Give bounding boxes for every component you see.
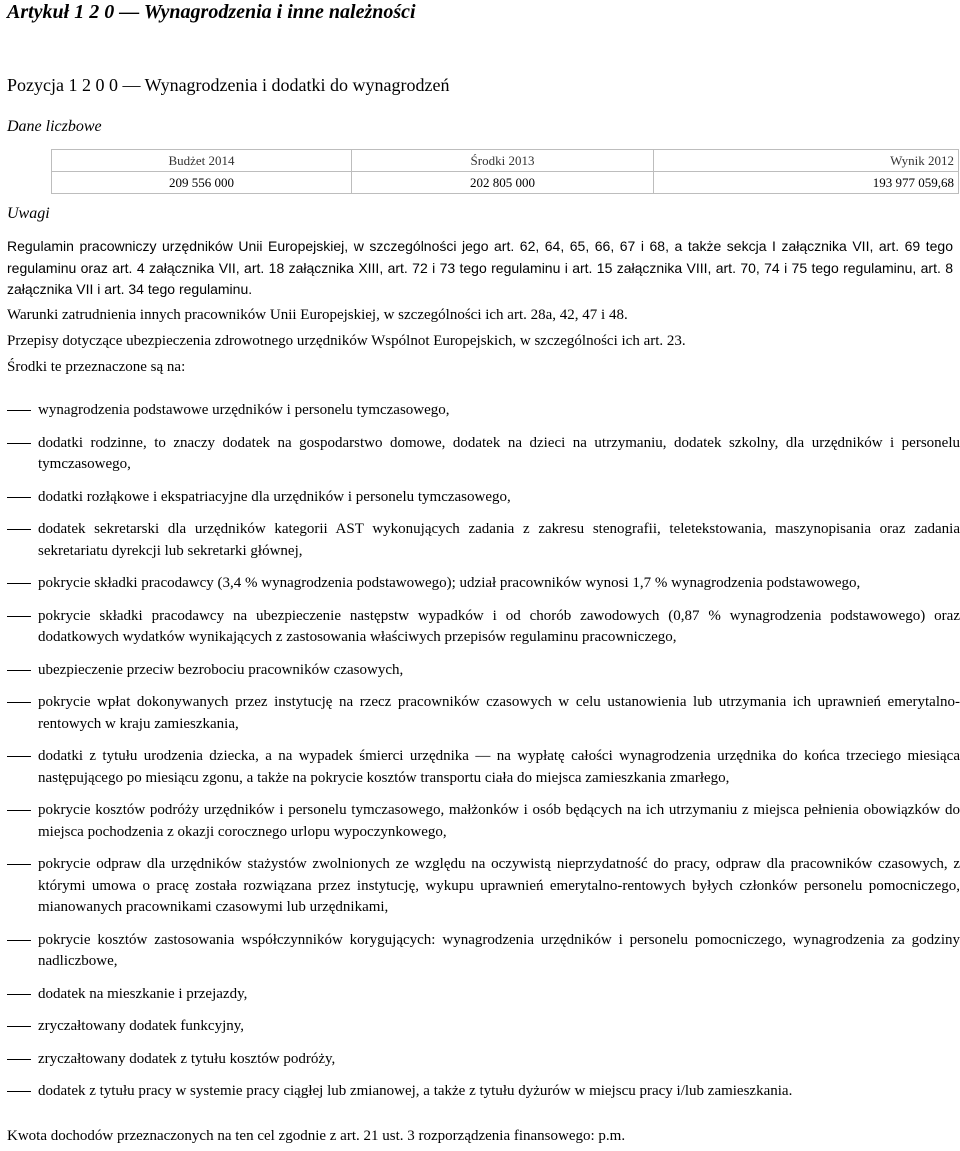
list-item: dodatek z tytułu pracy w systemie pracy ciągłej lub zmianowej, a także z tytułu dyżurów w miejscu pracy i/lub zamieszkania.: [7, 1081, 960, 1103]
value-budget-2014: 209 556 000: [52, 172, 352, 194]
dash-bullet: [7, 443, 31, 444]
header-result-2012: Wynik 2012: [654, 150, 959, 172]
header-funds-2013: Środki 2013: [352, 150, 654, 172]
dash-bullet: [7, 810, 31, 811]
dash-bullet: [7, 756, 31, 757]
remarks-section: [7, 236, 953, 379]
remarks-label: Uwagi: [7, 205, 50, 222]
dash-bullet: [7, 702, 31, 703]
list-item: dodatki z tytułu urodzenia dziecka, a na wypadek śmierci urzędnika — na wypłatę całości wynagrodzenia urzędnika do końca trzeciego miesiąca następującego po miesiącu zgonu, a także na pokrycie kosztów transportu ciała do miejsca zamieszkania zmarłego,: [7, 746, 960, 789]
list-item: dodatki rodzinne, to znaczy dodatek na gospodarstwo domowe, dodatek na dzieci na utrzymaniu, dodatek szkolny, dla urzędników i personelu tymczasowego,: [7, 433, 960, 476]
list-item: dodatek sekretarski dla urzędników kategorii AST wykonujących zadania z zakresu stenografii, teletekstowania, maszynopisania oraz zadania sekretariatu dyrekcji lub sekretarki głównej,: [7, 519, 960, 562]
dash-bullet: [7, 583, 31, 584]
remarks-paragraph-health-insurance: Przepisy dotyczące ubezpieczenia zdrowotnego urzędników Wspólnot Europejskich, w szczególności ich art. 23.: [7, 333, 686, 349]
figures-value-row: [52, 172, 959, 194]
figures-label: Dane liczbowe: [7, 118, 102, 135]
dash-bullet: [7, 994, 31, 995]
position-title: Pozycja 1 2 0 0 — Wynagrodzenia i dodatki do wynagrodzeń: [7, 75, 450, 95]
list-item: pokrycie kosztów podróży urzędników i personelu tymczasowego, małżonków i osób będących na ich utrzymaniu z miejsca pełnienia obowiązków do miejsca pochodzenia z okazji corocznego urlopu wypoczynkowego,: [7, 800, 960, 843]
list-item: pokrycie składki pracodawcy na ubezpieczenie następstw wypadków i od chorób zawodowych (0,87 % wynagrodzenia podstawowego) oraz dodatkowych wydatków wynikających z zastosowania właściwych przepisów regulaminu pracowniczego,: [7, 606, 960, 649]
list-item: pokrycie składki pracodawcy (3,4 % wynagrodzenia podstawowego); udział pracowników wynosi 1,7 % wynagrodzenia podstawowego,: [7, 573, 960, 595]
list-item: dodatki rozłąkowe i ekspatriacyjne dla urzędników i personelu tymczasowego,: [7, 487, 960, 509]
article-title: Artykuł 1 2 0 — Wynagrodzenia i inne należności: [7, 1, 416, 23]
list-item: zryczałtowany dodatek funkcyjny,: [7, 1016, 960, 1038]
list-item: pokrycie kosztów zastosowania współczynników korygujących: wynagrodzenia urzędników i personelu pomocniczego, wynagrodzenia za godziny nadliczbowe,: [7, 930, 960, 973]
list-item: pokrycie wpłat dokonywanych przez instytucję na rzecz pracowników czasowych w celu ustanowienia lub utrzymania ich uprawnień emerytalno-rentowych w kraju zamieszkania,: [7, 692, 960, 735]
list-item: ubezpieczenie przeciw bezrobociu pracowników czasowych,: [7, 660, 960, 682]
dash-bullet: [7, 1026, 31, 1027]
dash-bullet: [7, 864, 31, 865]
list-item: wynagrodzenia podstawowe urzędników i personelu tymczasowego,: [7, 400, 960, 422]
list-item: pokrycie odpraw dla urzędników stażystów zwolnionych ze względu na oczywistą nieprzydatność do pracy, odpraw dla pracowników czasowych, z którymi umowa o pracę została rozwiązana przez instytucję, wykupu uprawnień emerytalno-rentowych byłych członków personelu pomocniczego, mianowanych pracownikami czasowymi lub urzędnikami,: [7, 854, 960, 919]
dash-bullet: [7, 497, 31, 498]
value-funds-2013: 202 805 000: [352, 172, 654, 194]
remarks-paragraph-legal-basis: Regulamin pracowniczy urzędników Unii Europejskiej, w szczególności jego art. 62, 64, 65, 66, 67 i 68, a także sekcja I załącznika VII, art. 69 tego regulaminu oraz art. 4 załącznika VII, art. 18 załącznika XIII, art. 72 i 73 tego regulaminu i art. 15 załącznika VIII, art. 70, 74 i 75 tego regulaminu, art. 8 załącznika VII i art. 34 tego regulaminu.: [7, 238, 953, 297]
revenue-note: Kwota dochodów przeznaczonych na ten cel zgodnie z art. 21 ust. 3 rozporządzenia finansowego: p.m.: [7, 1128, 626, 1144]
list-item: dodatek na mieszkanie i przejazdy,: [7, 984, 960, 1006]
dash-bullet: [7, 410, 31, 411]
figures-header-row: [52, 150, 959, 172]
dash-bullet: [7, 940, 31, 941]
remarks-list: [7, 400, 960, 1103]
remarks-paragraph-conditions: Warunki zatrudnienia innych pracowników Unii Europejskiej, w szczególności ich art. 28a, 42, 47 i 48.: [7, 307, 628, 323]
dash-bullet: [7, 529, 31, 530]
remarks-paragraph-intro: Środki te przeznaczone są na:: [7, 359, 186, 375]
dash-bullet: [7, 616, 31, 617]
value-result-2012: 193 977 059,68: [654, 172, 959, 194]
dash-bullet: [7, 1091, 31, 1092]
dash-bullet: [7, 1059, 31, 1060]
list-item: zryczałtowany dodatek z tytułu kosztów podróży,: [7, 1049, 960, 1071]
figures-table: [51, 149, 959, 194]
dash-bullet: [7, 670, 31, 671]
header-budget-2014: Budżet 2014: [52, 150, 352, 172]
